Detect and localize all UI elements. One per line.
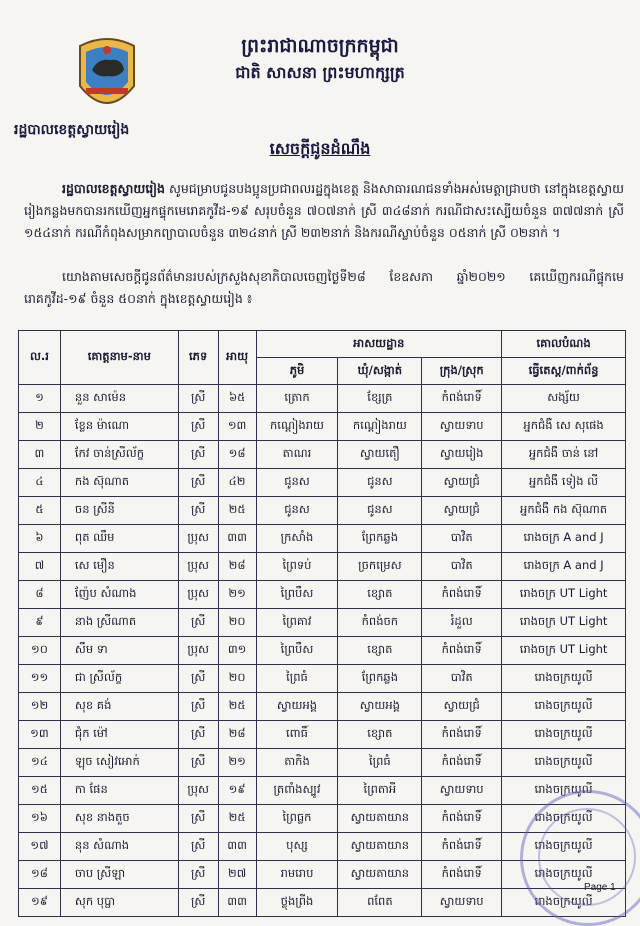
cell-age: ៦៥ [218, 385, 256, 413]
cell-village: ត្រោក [256, 385, 338, 413]
cell-age: ៣៣ [218, 833, 256, 861]
cell-row-number: ១៦ [19, 805, 61, 833]
header-address: អាសយដ្ឋាន [256, 331, 502, 358]
cell-person-name: កា ផែន [60, 777, 178, 805]
cell-row-number: ៤ [19, 469, 61, 497]
cell-row-number: ១២ [19, 693, 61, 721]
table-row [19, 469, 626, 497]
cell-person-name: ញ៉ែប សំណាង [60, 581, 178, 609]
table-row [19, 777, 626, 805]
cell-source: រោងចក្រយូលី [502, 861, 626, 889]
cell-sex: ស្រី [178, 861, 218, 889]
kingdom-heading: ព្រះរាជាណាចក្រកម្ពុជា [241, 35, 399, 57]
cell-source: រោងចក្រ UT Light [502, 609, 626, 637]
cell-commune: ស្វាយតាយាន [338, 805, 422, 833]
cell-source: អ្នកជំងឺ ទៀង លី [502, 469, 626, 497]
cell-village: ត្រពាំងស្បូវ [256, 777, 338, 805]
cell-sex: ស្រី [178, 441, 218, 469]
cell-commune: ជូនស [338, 497, 422, 525]
cell-row-number: ១១ [19, 665, 61, 693]
cell-age: ២៥ [218, 497, 256, 525]
cell-village: តាកិង [256, 749, 338, 777]
cell-village: ព្រៃបឹស [256, 581, 338, 609]
cell-village: តាណរ [256, 441, 338, 469]
cell-row-number: ៨ [19, 581, 61, 609]
cell-district: កំពង់រោទិ៍ [422, 385, 502, 413]
cell-age: ៣៣ [218, 889, 256, 917]
cell-source: អ្នកជំងឺ កង ស៊ុណាត [502, 497, 626, 525]
header-sex: ភេទ [178, 331, 218, 385]
cell-row-number: ១ [19, 385, 61, 413]
table-row [19, 665, 626, 693]
cell-commune: ពពែត [338, 889, 422, 917]
header-village: ភូមិ [256, 358, 338, 385]
header-name: គោត្តនាម-នាម [60, 331, 178, 385]
header-source-detail: ធ្វើតេស្ត/ពាក់ព័ន្ធ [502, 358, 626, 385]
cell-row-number: ៩ [19, 609, 61, 637]
cell-sex: ប្រុស [178, 581, 218, 609]
header-source: គោលបំណង [502, 331, 626, 358]
header-no: ល.រ [19, 331, 61, 385]
cell-district: កំពង់រោទិ៍ [422, 833, 502, 861]
cell-row-number: ៧ [19, 553, 61, 581]
cell-commune: កំពង់ចក [338, 609, 422, 637]
cell-district: បាវិត [422, 665, 502, 693]
cell-row-number: ១០ [19, 637, 61, 665]
cell-commune: ព្រៃតាអី [338, 777, 422, 805]
cell-row-number: ១៥ [19, 777, 61, 805]
cell-person-name: សុខ នាងតួច [60, 805, 178, 833]
cell-age: ២១ [218, 749, 256, 777]
page-number: Page 1 [584, 882, 616, 893]
cell-sex: ប្រុស [178, 553, 218, 581]
table-row [19, 497, 626, 525]
cell-village: ព្រៃបឹស [256, 637, 338, 665]
cell-village: ថ្លុងព្រីង [256, 889, 338, 917]
cell-district: ស្វាយទាប [422, 889, 502, 917]
cell-source: រោងចក្រ A and J [502, 553, 626, 581]
table-row [19, 385, 626, 413]
cell-commune: ខ្សោត [338, 637, 422, 665]
cell-row-number: ១៨ [19, 861, 61, 889]
cell-district: ស្វាយទាប [422, 413, 502, 441]
cell-village: ស្វាយអង្គ [256, 693, 338, 721]
cell-district: កំពង់រោទិ៍ [422, 749, 502, 777]
cell-row-number: ១៤ [19, 749, 61, 777]
cell-village: បុស្ស [256, 833, 338, 861]
cell-commune: កណ្តៀងរាយ [338, 413, 422, 441]
cell-district: ស្វាយរៀង [422, 441, 502, 469]
cell-age: ២៥ [218, 693, 256, 721]
cell-source: រោងចក្រយូលី [502, 665, 626, 693]
cell-commune: ព្រៃធំ [338, 749, 422, 777]
cell-village: ព្រៃគាវ [256, 609, 338, 637]
cell-source: រោងចក្រ UT Light [502, 637, 626, 665]
cell-source: អ្នកជំងឺ សេ សុផេង [502, 413, 626, 441]
cell-sex: ស្រី [178, 889, 218, 917]
cell-age: ២០ [218, 609, 256, 637]
cell-age: ២៧ [218, 861, 256, 889]
cell-district: រំដួល [422, 609, 502, 637]
cell-sex: ស្រី [178, 805, 218, 833]
cell-commune: ស្វាយអង្គ [338, 693, 422, 721]
cell-commune: ព្រែកឆ្លង [338, 525, 422, 553]
cell-sex: ប្រុស [178, 637, 218, 665]
cell-row-number: ៦ [19, 525, 61, 553]
cell-commune: ជូនស [338, 469, 422, 497]
cell-village: ជូនស [256, 497, 338, 525]
cell-sex: ស្រី [178, 497, 218, 525]
cell-commune: ច្រកម្រេស [338, 553, 422, 581]
cell-sex: ស្រី [178, 609, 218, 637]
cell-village: ព្រៃធំ [256, 665, 338, 693]
table-row [19, 721, 626, 749]
cell-village: ជូនស [256, 469, 338, 497]
cell-commune: ស្វាយតឿ [338, 441, 422, 469]
cell-sex: ស្រី [178, 833, 218, 861]
cell-person-name: នាង ស្រីណាត [60, 609, 178, 637]
cell-person-name: ចាប ស្រីឡា [60, 861, 178, 889]
cell-row-number: ១៣ [19, 721, 61, 749]
table-row [19, 609, 626, 637]
intro-lead: រដ្ឋបាលខេត្តស្វាយរៀង [62, 181, 165, 196]
cell-person-name: ឡុច សៀវអោក់ [60, 749, 178, 777]
cell-person-name: ចន ស្រីនី [60, 497, 178, 525]
cell-person-name: ខ្លែន ម៉ាណោ [60, 413, 178, 441]
cell-commune: ស្វាយតាយាន [338, 861, 422, 889]
cell-age: ២៨ [218, 553, 256, 581]
cell-village: រាមរោប [256, 861, 338, 889]
cell-row-number: ១៩ [19, 889, 61, 917]
cell-age: ២១ [218, 581, 256, 609]
cell-person-name: នុន សំណាង [60, 833, 178, 861]
cell-commune: ខ្សែត្រ [338, 385, 422, 413]
header-district: ក្រុង/ស្រុក [422, 358, 502, 385]
table-row [19, 413, 626, 441]
table-row [19, 441, 626, 469]
cell-age: ២០ [218, 665, 256, 693]
cell-village: ព្រៃទប់ [256, 553, 338, 581]
cell-age: ៤២ [218, 469, 256, 497]
table-row [19, 749, 626, 777]
cell-source: អ្នកជំងឺ ចាន់ នៅ [502, 441, 626, 469]
table-row [19, 581, 626, 609]
cell-village: ក្រសាំង [256, 525, 338, 553]
document-title: សេចក្តីជូនដំណឹង [269, 139, 371, 158]
cell-person-name: សុខ គង់ [60, 693, 178, 721]
cell-source: រោងចក្រយូលី [502, 777, 626, 805]
cell-sex: ស្រី [178, 469, 218, 497]
cell-person-name: កែវ ចាន់ស្រីល័ក្ខ [60, 441, 178, 469]
table-row [19, 637, 626, 665]
table-row [19, 525, 626, 553]
cell-age: ១៩ [218, 777, 256, 805]
cell-person-name: កង ស៊ុណាត [60, 469, 178, 497]
table-row [19, 553, 626, 581]
cell-district: កំពង់រោទិ៍ [422, 637, 502, 665]
header-age: អាយុ [218, 331, 256, 385]
cell-person-name: ជា ស្រីល័ក្ខ [60, 665, 178, 693]
cell-village: ពោធិ៍ [256, 721, 338, 749]
intro-body: សូមជម្រាបជូនបងប្អូនប្រជាពលរដ្ឋក្នុងខេត្ត និងសាធារណជនទាំងអស់មេត្តាជ្រាបថា នៅក្នុងខេត្តស្វាយរៀងកន្លងមកបានរកឃើញអ្នកផ្ទុកមេរោគកូវីដ-១៩ សរុបចំនួន ៧០៧នាក់ ស្រី ៣៤៨នាក់ ករណីជាសះស្បើយចំនួន ៣៧៧នាក់ ស្រី ១៥៤នាក់ ករណីកំពុងសម្រាកព្យាបាលចំនួន ៣២៤នាក់ ស្រី ២៣២នាក់ និងករណីស្លាប់ចំនួន ០៥នាក់ ស្រី ០២នាក់ ។ [24, 181, 624, 240]
cell-district: កំពង់រោទិ៍ [422, 721, 502, 749]
cell-age: ៣១ [218, 637, 256, 665]
header-commune: ឃុំ/សង្កាត់ [338, 358, 422, 385]
cell-person-name: សុក បុប្ផា [60, 889, 178, 917]
reference-paragraph: យោងតាមសេចក្តីជូនព័ត៌មានរបស់ក្រសួងសុខាភិបាលចេញថ្ងៃទី២៨ ខែឧសភា ឆ្នាំ២០២១ គេឃើញករណីផ្ទុកមេរោគកូវីដ-១៩ ចំនួន ៥០នាក់ ក្នុងខេត្តស្វាយរៀង ៖ [24, 269, 624, 306]
table-row [19, 693, 626, 721]
cell-district: ស្វាយទាប [422, 777, 502, 805]
cell-commune: ខ្សោត [338, 581, 422, 609]
cell-village: ព្រៃធ្លក [256, 805, 338, 833]
provincial-emblem-icon [72, 36, 142, 120]
cell-age: ៣៣ [218, 525, 256, 553]
cell-age: ២៨ [218, 721, 256, 749]
cell-district: កំពង់រោទិ៍ [422, 861, 502, 889]
cell-row-number: ៥ [19, 497, 61, 525]
cell-sex: ស្រី [178, 693, 218, 721]
cell-district: កំពង់រោទិ៍ [422, 581, 502, 609]
cell-sex: ស្រី [178, 385, 218, 413]
cell-source: រោងចក្រយូលី [502, 889, 626, 917]
cell-age: ១៨ [218, 441, 256, 469]
cell-sex: ស្រី [178, 665, 218, 693]
cell-district: ស្វាយជ្រំ [422, 693, 502, 721]
cell-district: ស្វាយជ្រំ [422, 497, 502, 525]
cell-sex: ស្រី [178, 749, 218, 777]
cell-source: រោងចក្រយូលី [502, 693, 626, 721]
cell-commune: ខ្សោត [338, 721, 422, 749]
cell-person-name: សឹម ទា [60, 637, 178, 665]
cell-district: កំពង់រោទិ៍ [422, 805, 502, 833]
cell-district: ស្វាយជ្រំ [422, 469, 502, 497]
cell-source: រោងចក្រយូលី [502, 721, 626, 749]
cell-row-number: ២ [19, 413, 61, 441]
intro-paragraph [24, 178, 624, 244]
cell-commune: ព្រែកឆ្លង [338, 665, 422, 693]
cell-source: រោងចក្រ A and J [502, 525, 626, 553]
national-motto: ជាតិ សាសនា ព្រះមហាក្សត្រ [235, 63, 405, 82]
cell-district: បាវិត [422, 553, 502, 581]
cell-sex: ប្រុស [178, 525, 218, 553]
cell-sex: ស្រី [178, 721, 218, 749]
cell-source: រោងចក្រ UT Light [502, 581, 626, 609]
cell-district: បាវិត [422, 525, 502, 553]
cell-source: សង្ស័យ [502, 385, 626, 413]
cell-source: រោងចក្រយូលី [502, 749, 626, 777]
cell-commune: ស្វាយតាយាន [338, 833, 422, 861]
cell-person-name: ជុំក ម៉ៅ [60, 721, 178, 749]
cell-source: រោងចក្រយូលី [502, 833, 626, 861]
cell-person-name: នួន សាម៉េន [60, 385, 178, 413]
cell-row-number: ៣ [19, 441, 61, 469]
cell-village: កណ្តៀងរាយ [256, 413, 338, 441]
cell-source: រោងចក្រយូលី [502, 805, 626, 833]
cell-sex: ស្រី [178, 413, 218, 441]
cell-row-number: ១៧ [19, 833, 61, 861]
cell-person-name: ពុត ឈឹម [60, 525, 178, 553]
issuing-authority: រដ្ឋបាលខេត្តស្វាយរៀង [14, 122, 130, 138]
cell-age: ២៥ [218, 805, 256, 833]
cell-sex: ប្រុស [178, 777, 218, 805]
cell-age: ១៣ [218, 413, 256, 441]
cell-person-name: សេ មឿន [60, 553, 178, 581]
